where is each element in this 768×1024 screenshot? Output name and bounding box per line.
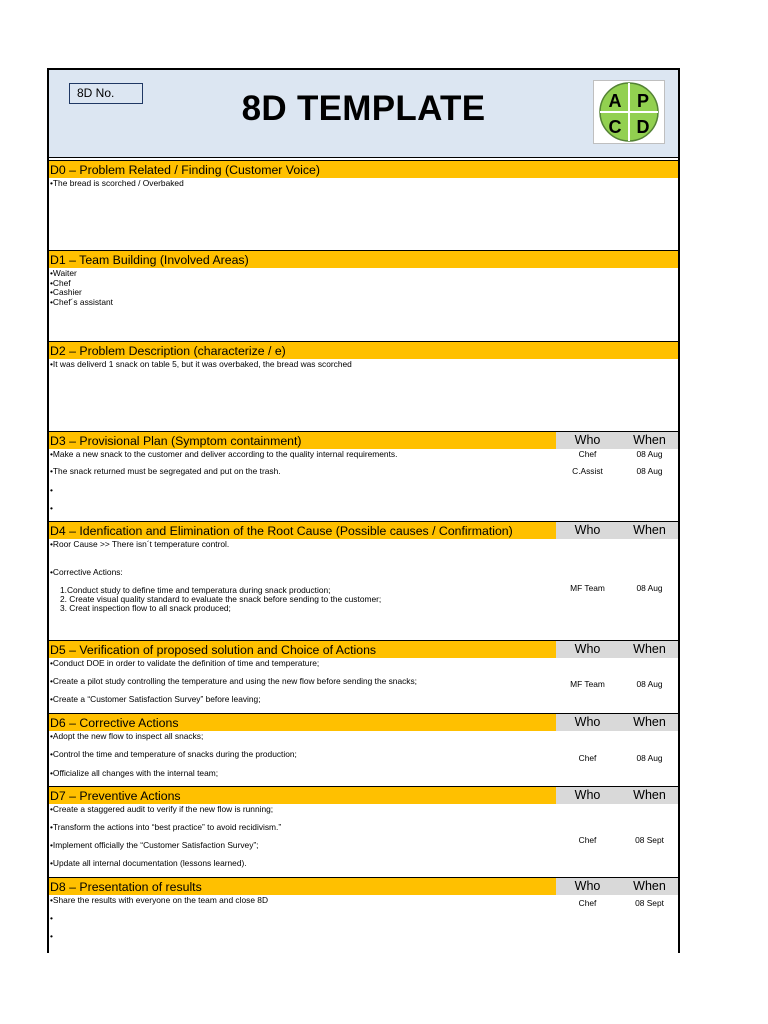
content-line: •Conduct DOE in order to validate the definition of time and temperature; — [50, 658, 320, 668]
logo-letter-c: C — [608, 117, 622, 137]
section-title: D1 – Team Building (Involved Areas) — [50, 253, 249, 267]
content-line: • — [50, 913, 53, 923]
section-title: D5 – Verification of proposed solution and Choice of Actions — [50, 643, 377, 657]
content-line: •Create a pilot study controlling the temperature and using the new flow before sending the snacks; — [50, 676, 417, 686]
section-title: D4 – Idenfication and Elimination of the Root Cause (Possible causes / Confirmation) — [50, 524, 513, 538]
section-d8 — [49, 877, 678, 953]
when-column-header: When — [619, 522, 680, 539]
content-line: •Control the time and temperature of snacks during the production; — [50, 749, 297, 759]
who-value: MF Team — [570, 679, 605, 689]
when-value: 08 Aug — [636, 583, 663, 593]
section-d3 — [49, 431, 678, 521]
content-line: •Waiter — [50, 268, 77, 278]
when-value: 08 Aug — [636, 753, 663, 763]
section-d2 — [49, 341, 678, 431]
section-header — [49, 877, 678, 895]
section-title: D8 – Presentation of results — [50, 880, 202, 894]
section-d5 — [49, 640, 678, 713]
content-line: •Implement officially the “Customer Satisfaction Survey”; — [50, 840, 259, 850]
section-header — [49, 786, 678, 804]
when-column-header: When — [619, 787, 680, 804]
content-line: •Transform the actions into “best practice” to avoid recidivism.” — [50, 822, 282, 832]
content-line: • — [50, 485, 53, 495]
who-column-header: Who — [556, 878, 619, 895]
when-value: 08 Aug — [636, 466, 663, 476]
content-line: •Make a new snack to the customer and deliver according to the quality internal requirements. — [50, 449, 398, 459]
page-title: 8D TEMPLATE — [241, 89, 486, 128]
content-line: •Cashier — [50, 287, 82, 297]
content-line: •The bread is scorched / Overbaked — [50, 178, 184, 188]
content-line: •Update all internal documentation (lessons learned). — [50, 858, 247, 868]
8d-template-sheet — [47, 68, 680, 953]
who-column-header: Who — [556, 714, 619, 731]
content-line: 2. Create visual quality standard to evaluate the snack before sending to the customer; — [60, 594, 382, 604]
content-line: •Chef´s assistant — [50, 296, 113, 307]
content-line: 1.Conduct study to define time and temperatura during snack production; — [60, 585, 331, 595]
section-header — [49, 341, 678, 359]
section-d1 — [49, 250, 678, 341]
when-column-header: When — [619, 641, 680, 658]
who-column-header: Who — [556, 641, 619, 658]
who-column-header: Who — [556, 522, 619, 539]
section-header — [49, 160, 678, 178]
content-line: •Share the results with everyone on the team and close 8D — [50, 895, 269, 905]
content-line: •Create a “Customer Satisfaction Survey” before leaving; — [50, 694, 261, 704]
content-line: 3. Creat inspection flow to all snack produced; — [60, 603, 231, 613]
content-line: •It was deliverd 1 snack on table 5, but it was overbaked, the bread was scorched — [50, 359, 352, 369]
section-header — [49, 250, 678, 268]
section-title: D6 – Corrective Actions — [50, 716, 179, 730]
section-header — [49, 713, 678, 731]
who-value: Chef — [578, 753, 597, 763]
when-column-header: When — [619, 432, 680, 449]
when-column-header: When — [619, 878, 680, 895]
who-column-header: Who — [556, 432, 619, 449]
section-d0 — [49, 160, 678, 250]
who-value: Chef — [578, 835, 597, 845]
section-header — [49, 640, 678, 658]
pdca-cycle-icon — [594, 81, 664, 143]
when-value: 08 Sept — [635, 835, 664, 845]
8d-number-field[interactable]: 8D No. — [69, 83, 143, 104]
when-value: 08 Aug — [636, 679, 663, 689]
section-title: D2 – Problem Description (characterize / e) — [50, 344, 286, 358]
who-value: MF Team — [570, 583, 605, 593]
logo-letter-a: A — [608, 91, 622, 111]
who-column-header: Who — [556, 787, 619, 804]
when-value: 08 Aug — [636, 449, 663, 459]
pdca-logo — [593, 80, 665, 144]
content-line: •Create a staggered audit to verify if the new flow is running; — [50, 804, 274, 814]
who-value: C.Assist — [572, 466, 603, 476]
section-d6 — [49, 713, 678, 786]
content-line: •Chef — [50, 277, 71, 288]
content-line: •Adopt the new flow to inspect all snacks; — [50, 731, 204, 741]
logo-letter-p: P — [636, 91, 650, 111]
logo-letter-d: D — [636, 117, 650, 137]
section-title: D7 – Preventive Actions — [50, 789, 181, 803]
section-header — [49, 431, 678, 449]
content-line: • — [50, 931, 53, 941]
section-title: D3 – Provisional Plan (Symptom containment) — [50, 434, 302, 448]
content-line: •Corrective Actions: — [50, 567, 123, 577]
when-column-header: When — [619, 714, 680, 731]
who-value: Chef — [578, 449, 597, 459]
section-title: D0 – Problem Related / Finding (Customer Voice) — [50, 163, 320, 177]
content-line: • — [50, 503, 53, 513]
section-d7 — [49, 786, 678, 877]
section-d4 — [49, 521, 678, 640]
content-line: •The snack returned must be segregated and put on the trash. — [50, 466, 281, 476]
template-header — [49, 70, 678, 158]
content-line: •Officialize all changes with the internal team; — [50, 768, 219, 778]
when-value: 08 Sept — [635, 898, 664, 908]
who-value: Chef — [578, 898, 597, 908]
content-line: •Roor Cause >> There isn´t temperature control. — [50, 539, 230, 549]
section-header — [49, 521, 678, 539]
